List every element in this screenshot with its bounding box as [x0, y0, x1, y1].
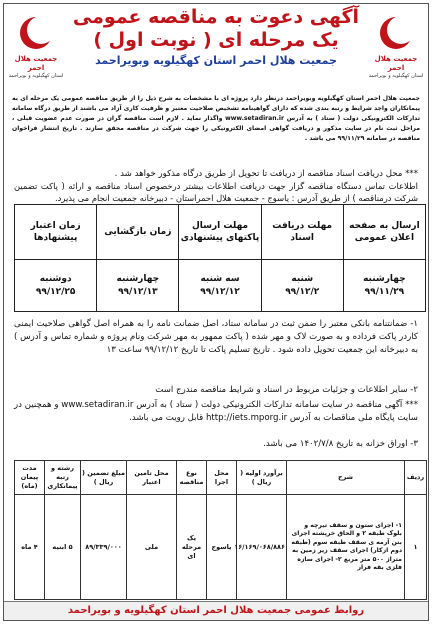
logo-right: [368, 14, 424, 80]
row-estimate: ۱۶/۱۶۹/۰۶۸/۸۸۶: [237, 495, 287, 600]
footer: روابط عمومی جمعیت هلال احمر استان کهگیلویه و بویراحمد: [4, 601, 428, 620]
row-funding: ملی: [127, 495, 177, 600]
schedule-header: مهلت دریافت اسناد: [261, 205, 343, 260]
logo-left: [8, 14, 64, 80]
paragraph-contact: اطلاعات تماس دستگاه مناقصه گزار جهت دریافت اطلاعات بیشتر درخصوص اسناد مناقصه و ارائه ( پاکت تضمین شرکت درمناقصه ) از طریق آدرس : یاسوج - جمعیت هلال احمراستان - دبیرخانه جمعیت انجام می پذیرد.: [14, 181, 418, 203]
logo-org-left: جمعیت هلال احمر: [14, 55, 58, 72]
items-header: محل اجرا: [207, 461, 237, 495]
items-header: مدت پیمان (ماه): [15, 461, 45, 495]
items-header: مبلغ تضمین ( ریال ): [81, 461, 127, 495]
schedule-header-row: [15, 205, 426, 260]
items-header: نوع مناقصه: [177, 461, 207, 495]
schedule-header: مهلت ارسال پاکتهای پیشنهادی: [179, 205, 261, 260]
schedule-cell: [179, 260, 261, 312]
intro-paragraph: جمعیت هلال احمر استان کهگیلویه وبویراحمد درنظر دارد پروژه ای با مشخصات به شرح ذیل را از طریق مناقصه عمومی یک مرحله ای به پیمانکاران واجد شرایط و رتبه بندی شده که دارای گواهینامه تشخیص صلاحیت معتبر و ظرفیت کاری آزاد می باشند از طریق درگاه سامانه تدارکات الکترونیکی دولت ( ستاد ) به آدرس www.setadiran.ir واگذار نماید . لازم است مناقصه گران در صورت عدم عضویت قبلی ، مراحل ثبت نام در سایت مذکور و دریافت گواهی امضای الکترونیکی را جهت شرکت در مناقصه محقق سازند . تاریخ انتشار فراخوان مناقصه در سامانه ۹۹/۱۱/۲۹ می باشد .: [12, 95, 420, 142]
schedule-day: چهارشنبه: [116, 273, 160, 284]
row-duration: ۴ ماه: [15, 495, 45, 600]
schedule-date: ۹۹/۱۲/۱۲: [200, 286, 240, 297]
subtitle: جمعیت هلال احمر استان کهگیلویه وبویراحمد: [95, 54, 337, 67]
schedule-day: چهارشنبه: [363, 273, 406, 284]
schedule-value-row: [15, 260, 426, 312]
schedule-date: ۹۹/۱۱/۲۹: [364, 286, 405, 297]
items-header-row: [15, 461, 427, 495]
items-table: [14, 460, 427, 600]
items-header: رشته و رتبه پیمانکاری: [45, 461, 81, 495]
row-location: یاسوج: [207, 495, 237, 600]
schedule-cell: [261, 260, 343, 312]
row-grade: ۵ ابنیه: [45, 495, 81, 600]
schedule-day: سه شنبه: [200, 273, 240, 284]
items-header: شرح: [287, 461, 405, 495]
row-number: ۱: [405, 495, 427, 600]
title-line-1: آگهی دعوت به مناقصه عمومی: [72, 6, 360, 28]
schedule-date: ۹۹/۱۲/۲: [285, 286, 320, 297]
schedule-header: زمان اعتبار پیشنهادها: [15, 205, 97, 260]
logo-sub-right: استان کهگیلویه و بویراحمد: [368, 73, 424, 79]
paragraph-details: ۲- سایر اطلاعات و جزئیات مربوط در اسناد و شرایط مناقصه مندرج است: [155, 385, 418, 395]
schedule-day: دوشنبه: [39, 273, 72, 284]
paragraph-websites: *** آگهی مناقصه در سایت سامانه تدارکات الکترونیکی دولت ( ستاد ) به آدرس www.setadiran.ir و همچنین در سایت پایگاه ملی مناقصات به آدرس http://iets.mporg.ir قابل رویت می باشد.: [14, 400, 418, 423]
schedule-cell: [97, 260, 179, 312]
schedule-header: زمان بازگشایی: [97, 205, 179, 260]
schedule-cell: [15, 260, 97, 312]
row-tender-type: یک مرحله ای: [177, 495, 207, 600]
paragraph-treasury: ۳- اوراق خزانه به تاریخ ۱۴۰۲/۷/۸ می باشد.: [263, 439, 418, 449]
items-header: محل تامین اعتبار: [127, 461, 177, 495]
items-header: برآورد اولیه ( ریال ): [237, 461, 287, 495]
schedule-day: شنبه: [291, 273, 314, 284]
schedule-cell: [343, 260, 425, 312]
red-crescent-icon: [377, 14, 415, 52]
schedule-header: ارسال به صفحه اعلان عمومی: [343, 205, 425, 260]
row-guarantee: ۸۹/۳۳۹/۰۰۰: [81, 495, 127, 600]
logo-org-right: جمعیت هلال احمر: [374, 55, 418, 72]
title-line-2: یک مرحله ای ( نوبت اول ): [93, 29, 339, 51]
row-description: ۱- اجرای ستون و سقف تیرچه و بلوک طبقه ۲ و الحاق خرپشته اجرای بتن آرمه ی سقف طبقه سوم (طبقه دوم ازکار) اجرای سقف زیر زمین به متراژ ۵۰۰ متر مربع ۲- اجرای سازه فلزی بقه فراز: [287, 495, 405, 600]
items-header: ردیف: [405, 461, 427, 495]
schedule-date: ۹۹/۱۲/۲۵: [35, 286, 76, 297]
paragraph-guarantee: ۱- ضمانتنامه بانکی معتبر را ضمن ثبت در سامانه ستاد، اصل ضمانت نامه را به همراه اصل گواهی صلاحیت ایمنی کاردر پاکت فرداده و به صورت لاک و مهر شده ( پاکت ممهور به مهر شرکت ونام پروژه و شماره تماس و آدرس ) به دبیرخانه این جمعیت تحویل داده شود . تاریخ تسلیم پاکت تا تاریخ ۹۹/۱۲/۱۲ ساعت ۱۳: [14, 319, 418, 355]
paragraph-documents: *** محل دریافت اسناد مناقصه از دریافت تا تحویل از طریق درگاه مذکور خواهد شد .: [114, 169, 418, 179]
table-row: [15, 495, 427, 600]
schedule-date: ۹۹/۱۲/۱۳: [118, 286, 158, 297]
schedule-table: [14, 204, 426, 312]
logo-sub-left: استان کهگیلویه و بویراحمد: [8, 73, 64, 79]
page-title: [68, 6, 364, 52]
tender-notice: [3, 3, 429, 621]
red-crescent-icon: [17, 14, 55, 52]
